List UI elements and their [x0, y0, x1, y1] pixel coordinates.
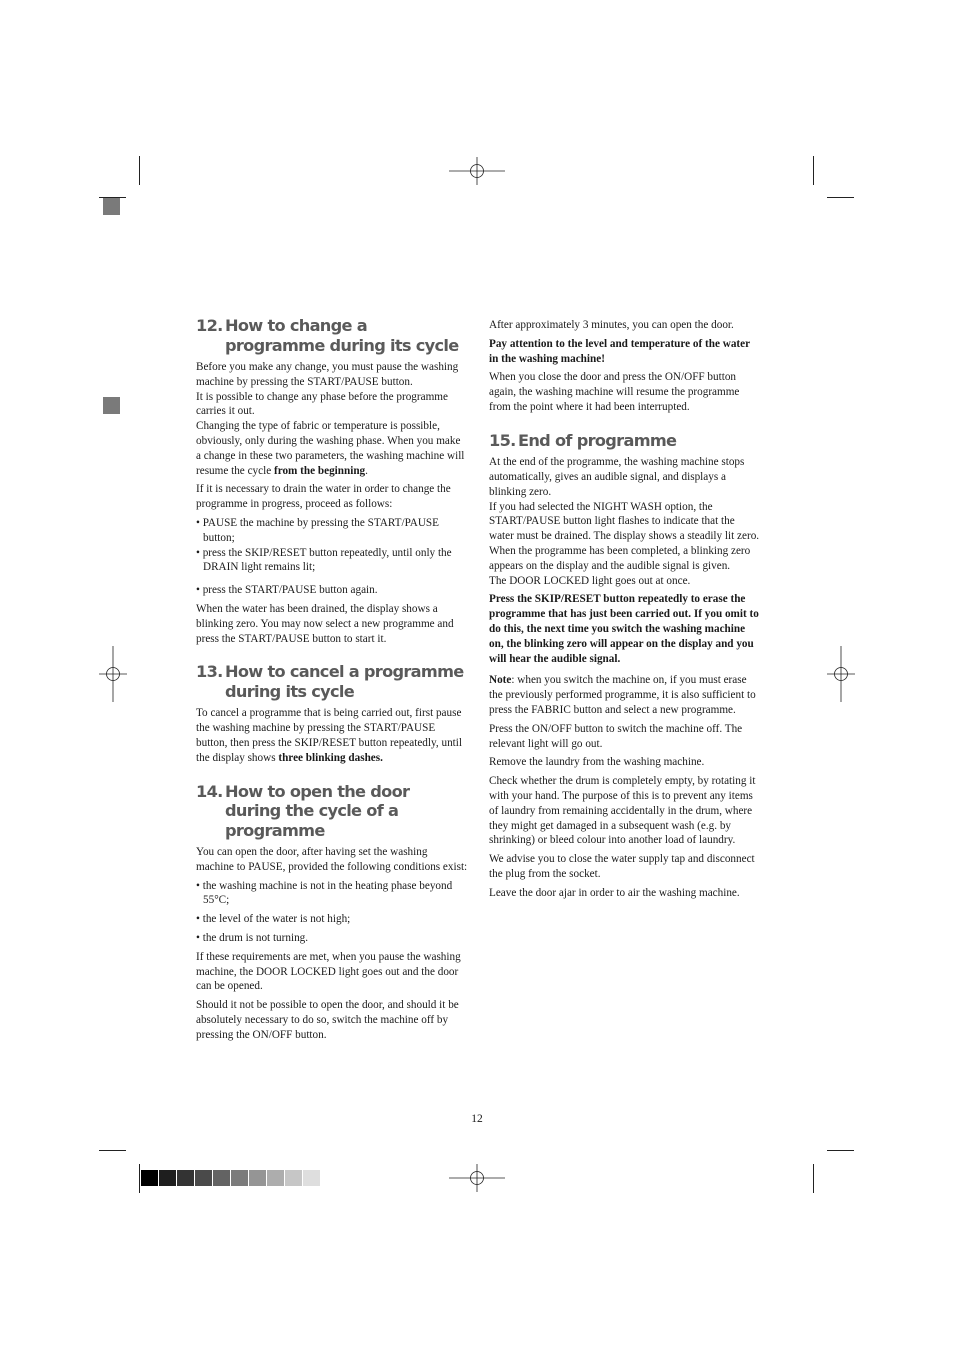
registration-mark-top-icon: [449, 157, 505, 185]
crop-mark: [813, 1164, 814, 1193]
paragraph: If you had selected the NIGHT WASH option, the START/PAUSE button light flashes to indicate that the water must be drained. The display shows a steadily lit zero.: [489, 500, 760, 543]
registration-mark-right-icon: [827, 646, 855, 702]
paragraph: The DOOR LOCKED light goes out at once.: [489, 574, 691, 587]
calibration-swatch: [177, 1170, 194, 1186]
calibration-swatch: [231, 1170, 248, 1186]
bullet-item: • press the START/PAUSE button again.: [196, 584, 378, 597]
section-14-heading: 14. How to open the door during the cycle of a programme: [196, 781, 410, 840]
bullet-item: • the washing machine is not in the heating phase beyond 55°C;: [196, 879, 453, 907]
bullet-item: • the drum is not turning.: [196, 932, 309, 945]
paragraph: Press the ON/OFF button to switch the machine off. The relevant light will go out.: [489, 722, 743, 750]
section-13: [196, 662, 468, 765]
section-15-heading: 15. End of programme: [489, 430, 677, 450]
margin-marker-square: [103, 397, 120, 414]
calibration-swatch: [159, 1170, 176, 1186]
calibration-swatch: [267, 1170, 284, 1186]
registration-mark-left-icon: [99, 646, 127, 702]
paragraph: When the programme has been completed, a blinking zero appears on the display and the audible signal is given.: [489, 545, 751, 572]
paragraph: After approximately 3 minutes, you can open the door.: [489, 319, 734, 331]
crop-mark: [827, 197, 854, 198]
page-number: 12: [471, 1113, 483, 1125]
paragraph: Remove the laundry from the washing machine.: [489, 756, 705, 769]
calibration-swatch: [213, 1170, 230, 1186]
left-column: [196, 316, 468, 1047]
section-12: [196, 316, 468, 646]
paragraph: We advise you to close the water supply tap and disconnect the plug from the socket.: [489, 853, 755, 880]
section-14: [196, 782, 468, 1043]
paragraph-bold: Press the SKIP/RESET button repeatedly to erase the programme that has just been carried out. If you omit to do this, the next time you switch the washing machine on, the blinking zero will appear on the display and you will hear the audible signal.: [489, 593, 759, 665]
paragraph: Leave the door ajar in order to air the washing machine.: [489, 886, 740, 899]
calibration-swatch: [141, 1170, 158, 1186]
paragraph: To cancel a programme that is being carried out, first pause the washing machine by pressing the START/PAUSE button, then press the SKIP/RESET button repeatedly, until the display shows three blinking dashes.: [196, 707, 462, 764]
paragraph: Check whether the drum is completely empty, by rotating it with your hand. The purpose of this is to prevent any items of laundry from remaining accidentally in the drum, where they might get damaged in a subsequent wash (e.g. by shrinking) or bleed colour into another load of laundry.: [489, 775, 756, 847]
right-column: [489, 318, 761, 905]
registration-mark-bottom-icon: [449, 1164, 505, 1192]
paragraph: If it is necessary to drain the water in order to change the programme in progress, proceed as follows:: [196, 483, 451, 511]
section-12-heading: 12. How to change a programme during its cycle: [196, 316, 459, 355]
calibration-swatch: [285, 1170, 302, 1186]
bullet-item: • press the SKIP/RESET button repeatedly, until only the DRAIN light remains lit;: [196, 546, 452, 574]
section-15: [489, 431, 761, 901]
paragraph: When the water has been drained, the display shows a blinking zero. You may now select a new programme and press the START/PAUSE button to start it.: [196, 602, 454, 645]
bullet-item: • the level of the water is not high;: [196, 913, 351, 926]
paragraph: It is possible to change any phase before the programme carries it out.: [196, 390, 448, 418]
bullet-item: • PAUSE the machine by pressing the START/PAUSE button;: [196, 516, 439, 544]
calibration-swatch: [195, 1170, 212, 1186]
calibration-swatch: [303, 1170, 320, 1186]
paragraph: At the end of the programme, the washing machine stops automatically, gives an audible signal, and displays a blinking zero.: [489, 456, 745, 498]
crop-mark: [99, 1150, 126, 1151]
crop-mark: [139, 1164, 140, 1193]
paragraph: Changing the type of fabric or temperature is possible, obviously, only during the washing phase. When you make a change in these two parameters, the washing machine will resume the cycle from the beginning.: [196, 420, 465, 477]
paragraph: When you close the door and press the ON/OFF button again, the washing machine will resume the programme from the point where it had been interrupted.: [489, 371, 740, 413]
paragraph-bold: Pay attention to the level and temperature of the water in the washing machine!: [489, 337, 750, 365]
paragraph: Before you make any change, you must pause the washing machine by pressing the START/PAUSE button.: [196, 361, 459, 388]
paragraph: Should it not be possible to open the door, and should it be absolutely necessary to do so, switch the machine off by pressing the ON/OFF button.: [196, 999, 459, 1041]
crop-mark: [139, 156, 140, 185]
crop-mark: [827, 1150, 854, 1151]
margin-marker-square: [103, 198, 120, 215]
section-13-heading: 13. How to cancel a programme during its cycle: [196, 662, 464, 701]
paragraph: You can open the door, after having set the washing machine to PAUSE, provided the following conditions exist:: [196, 846, 468, 873]
calibration-swatch: [249, 1170, 266, 1186]
crop-mark: [813, 156, 814, 185]
note-paragraph: Note: when you switch the machine on, if you must erase the previously performed programme, it is also sufficient to press the FABRIC button and select a new programme.: [489, 674, 756, 717]
paragraph: If these requirements are met, when you pause the washing machine, the DOOR LOCKED light goes out and the door can be opened.: [196, 950, 461, 993]
